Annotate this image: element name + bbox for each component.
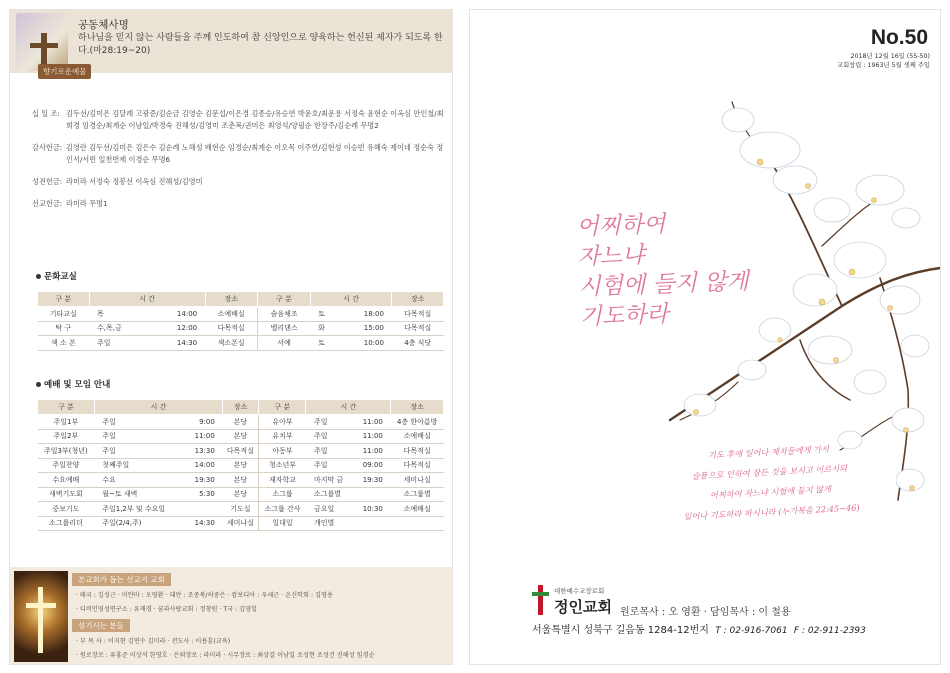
founding-date: 교회창립 : 1963년 5월 셋째 주일 xyxy=(837,62,930,69)
church-cross-logo xyxy=(532,585,549,615)
table-cell: 밸리댄스 xyxy=(258,321,311,336)
bulletin-inner-page xyxy=(9,9,453,665)
table-cell: 주일 xyxy=(306,429,354,444)
calligraphy-line: 시험에 들지 않게 xyxy=(578,268,750,301)
table-cell: 주일 xyxy=(306,415,354,430)
calligraphy-line: 기도하라 xyxy=(579,301,669,331)
table-header-row xyxy=(38,400,444,415)
table-cell: 주일1부 xyxy=(38,415,95,430)
table-cell: 주일3부(청년) xyxy=(38,444,95,459)
table-cell: 소그룹 xyxy=(259,487,306,502)
offering-row xyxy=(32,176,450,188)
calligraphy-title xyxy=(576,203,840,332)
table-cell: 목 xyxy=(89,307,151,322)
table-cell: 본당 xyxy=(223,415,259,430)
table-cell: 본당 xyxy=(223,487,259,502)
table-cell: 14:00 xyxy=(186,458,223,473)
table-cell: 14:30 xyxy=(186,516,223,531)
culture-class-table xyxy=(37,291,444,351)
column-header: 구 분 xyxy=(259,400,306,415)
issue-number: No.50 xyxy=(870,26,928,49)
table-cell: 제자학교 xyxy=(259,473,306,488)
table-cell: 일대일 xyxy=(259,516,306,531)
table-row xyxy=(38,458,444,473)
table-cell: 14:00 xyxy=(151,307,205,322)
mission-header xyxy=(10,10,453,76)
calligraphy-line: 어찌하여 xyxy=(576,211,666,241)
table-cell: 11:00 xyxy=(354,444,391,459)
table-cell: 10:00 xyxy=(338,336,392,351)
table-cell: 13:30 xyxy=(186,444,223,459)
table-row xyxy=(38,473,444,488)
missionary-line: · 디비인영성연구소 : 유재경 · 꿈과사랑교회 : 정창원 · T국 : 김영일 xyxy=(76,606,258,613)
table-row xyxy=(38,444,444,459)
column-header: 구 분 xyxy=(258,292,311,307)
offering-names: 라미라 무명1 xyxy=(66,199,108,208)
table-cell: 색소폰실 xyxy=(205,336,258,351)
table-row xyxy=(38,321,444,336)
table-cell: 4층 식당 xyxy=(392,336,444,351)
offering-names: 김두선/김미은 김달례 고광준/김순금 김영순 김문섭/이은경 김종승/유승연 박윤호/최운용 서정숙 윤현순 이옥심 안인철/최희경 임경순/최계순 이남일/박경숙 진해성/김영미 조춘복/권미은 최영석/양필순 한장주/김순례 무명2 xyxy=(66,109,444,130)
table-cell: 수,목,금 xyxy=(89,321,151,336)
table-cell: 15:00 xyxy=(338,321,392,336)
table-cell: 주일찬양 xyxy=(38,458,95,473)
table-row xyxy=(38,307,444,322)
column-header: 구 분 xyxy=(38,292,90,307)
culture-class-title: 문화교실 xyxy=(36,270,77,282)
column-header: 장소 xyxy=(392,292,444,307)
column-header: 장소 xyxy=(223,400,259,415)
table-cell: 유치부 xyxy=(259,429,306,444)
bullet-icon xyxy=(36,274,41,279)
table-cell: 수요 xyxy=(94,473,186,488)
table-row xyxy=(38,487,444,502)
table-cell: 다목적실 xyxy=(223,444,259,459)
table-cell xyxy=(391,516,444,531)
issue-date: 2018년 12월 16일 (55-50) xyxy=(850,53,930,60)
table-cell: 세미나실 xyxy=(391,473,444,488)
table-cell: 새벽기도회 xyxy=(38,487,95,502)
table-cell: 11:00 xyxy=(354,415,391,430)
missions-band xyxy=(10,567,453,665)
table-cell: 유아부 xyxy=(259,415,306,430)
table-cell xyxy=(186,502,223,517)
table-cell: 5:30 xyxy=(186,487,223,502)
offering-list xyxy=(32,108,450,220)
table-cell: 14:30 xyxy=(151,336,205,351)
bullet-icon xyxy=(36,382,41,387)
table-cell: 소그룹 간사 xyxy=(259,502,306,517)
table-cell: 기도실 xyxy=(223,502,259,517)
offering-label: 선교헌금: xyxy=(32,199,63,208)
table-cell: 소예배실 xyxy=(391,502,444,517)
table-cell: 화 xyxy=(310,321,338,336)
address-text: 서울특별시 성북구 길음동 1284-12번지 xyxy=(532,625,709,636)
phone-number: T : 02-916-7061 xyxy=(715,626,788,636)
column-header: 시 간 xyxy=(89,292,205,307)
table-cell: 마지막 금 xyxy=(306,473,354,488)
table-cell: 주일 xyxy=(94,429,186,444)
worship-title: 예배 및 모임 안내 xyxy=(36,378,110,390)
table-cell: 다목적실 xyxy=(392,321,444,336)
table-cell: 소예배실 xyxy=(391,429,444,444)
missionary-line: · 태국 : 김성근 · 미얀마 : 오영환 · 대만 : 조중북/허중은 · 캄보디아 : 우세근 · 온신학회 : 김영용 xyxy=(76,592,333,599)
fax-number: F : 02-911-2393 xyxy=(793,626,866,636)
table-cell: 주일 xyxy=(94,415,186,430)
offering-label: 십 일 조: xyxy=(32,109,60,118)
table-row xyxy=(38,516,444,531)
mission-title: 공동체사명 xyxy=(78,19,129,31)
table-cell: 19:30 xyxy=(354,473,391,488)
table-cell: 본당 xyxy=(223,458,259,473)
table-cell: 10:30 xyxy=(354,502,391,517)
cross-icon xyxy=(38,587,43,653)
table-cell: 주일 xyxy=(89,336,151,351)
table-cell xyxy=(354,487,391,502)
table-cell: 월~토 새벽 xyxy=(94,487,186,502)
table-cell: 19:30 xyxy=(186,473,223,488)
table-row xyxy=(38,502,444,517)
table-row xyxy=(38,336,444,351)
table-cell: 다목적실 xyxy=(205,321,258,336)
table-cell: 주일(2/4,주) xyxy=(94,516,186,531)
column-header: 시 간 xyxy=(310,292,392,307)
worship-schedule-table xyxy=(37,399,444,531)
column-header: 시 간 xyxy=(94,400,223,415)
servants-line: · 원로장로 : 유홍준 이상석 한영호 · 은퇴장로 : 라미라 · 시무장로 : 최상걸 이남일 조성현 조성건 진해성 임경순 xyxy=(76,652,375,659)
table-cell: 본당 xyxy=(223,429,259,444)
table-cell: 주일 xyxy=(94,444,186,459)
table-cell: 중보기도 xyxy=(38,502,95,517)
verse-line: 슬픔으로 인하여 잠든 것을 보시고 이르시되 xyxy=(691,462,848,482)
scripture-verse xyxy=(618,434,922,530)
church-address xyxy=(532,621,866,636)
offering-label: 감사헌금: xyxy=(32,143,63,152)
table-header-row xyxy=(38,292,444,307)
table-cell: 본당 xyxy=(223,473,259,488)
table-cell: 12:00 xyxy=(151,321,205,336)
table-cell: 소그룹별 xyxy=(391,487,444,502)
table-cell: 개인별 xyxy=(306,516,354,531)
table-cell: 4층 한아름방 xyxy=(391,415,444,430)
offering-row xyxy=(32,142,450,166)
verse-line: 기도 후에 일어나 제자들에게 가서 xyxy=(707,443,830,461)
verse-line: 일어나 기도하라 하시니라 (누가복음 22:45~46) xyxy=(683,502,860,522)
table-cell: 소그룹별 xyxy=(306,487,354,502)
offering-label: 성전헌금: xyxy=(32,177,63,186)
offering-names: 김영란 김두선/김미은 김은수 김순례 노해성 배현순 임경순/최계순 이오목 이주연/김현성 이승빈 유혜숙 제이네 정순숙 정인서/서빈 일천번제 이경순 무명6 xyxy=(66,143,444,164)
table-cell: 09:00 xyxy=(354,458,391,473)
table-cell: 숨음체조 xyxy=(258,307,311,322)
table-cell: 다목적실 xyxy=(391,458,444,473)
pastors-info: 원로목사 : 오 영환 · 담임목사 : 이 철용 xyxy=(620,607,791,618)
table-cell: 다목적실 xyxy=(391,444,444,459)
table-cell: 소예배실 xyxy=(205,307,258,322)
offering-names: 라미라 서정숙 정봉선 이옥심 진해성/김영미 xyxy=(66,177,203,186)
table-cell: 소그룹리더 xyxy=(38,516,95,531)
verse-line: 어찌하여 자느냐 시험에 들지 않게 xyxy=(709,483,832,501)
column-header: 시 간 xyxy=(306,400,391,415)
column-header: 구 분 xyxy=(38,400,95,415)
table-cell: 토 xyxy=(310,336,338,351)
table-cell: 주일 xyxy=(306,444,354,459)
glowing-cross-photo xyxy=(14,571,68,662)
candle-cross-photo xyxy=(16,13,68,71)
table-cell: 서예 xyxy=(258,336,311,351)
table-cell: 주일 xyxy=(306,458,354,473)
mission-text: 하나님을 믿지 않는 사람들을 주께 인도하여 참 신앙인으로 양육하는 헌신된 제자가 되도록 한다.(마28:19~20) xyxy=(78,33,443,56)
table-cell: 주일2부 xyxy=(38,429,95,444)
column-header: 장소 xyxy=(391,400,444,415)
church-name: 정인교회 xyxy=(554,598,612,616)
table-cell: 아동부 xyxy=(259,444,306,459)
bulletin-cover-page xyxy=(469,9,941,665)
table-row xyxy=(38,429,444,444)
table-cell: 토 xyxy=(310,307,338,322)
servants-line: · 부 목 사 : 이지현 김연수 김미라 · 전도사 : 이용훈(교육) xyxy=(76,638,231,645)
servants-heading: 섬기시는 분들 xyxy=(72,619,130,632)
table-cell: 주일1,2부 및 수요일 xyxy=(94,502,186,517)
offering-row xyxy=(32,198,450,210)
table-cell: 수요예배 xyxy=(38,473,95,488)
column-header: 장소 xyxy=(205,292,258,307)
offering-tab: 향기로운예물 xyxy=(38,64,91,79)
denomination: 대한예수교장로회 xyxy=(554,587,605,595)
table-cell: 기타교실 xyxy=(38,307,90,322)
table-cell: 탁 구 xyxy=(38,321,90,336)
table-cell: 18:00 xyxy=(338,307,392,322)
table-cell: 청소년부 xyxy=(259,458,306,473)
table-cell: 금요일 xyxy=(306,502,354,517)
table-cell: 다목적실 xyxy=(392,307,444,322)
table-cell: 11:00 xyxy=(354,429,391,444)
table-cell: 9:00 xyxy=(186,415,223,430)
table-row xyxy=(38,415,444,430)
offering-row xyxy=(32,108,450,132)
table-cell: 세미나실 xyxy=(223,516,259,531)
calligraphy-line: 자느냐 xyxy=(577,242,645,271)
table-cell xyxy=(354,516,391,531)
table-cell: 첫째주일 xyxy=(94,458,186,473)
table-cell: 11:00 xyxy=(186,429,223,444)
missionary-heading: 본교회가 돕는 선교지 교회 xyxy=(72,573,171,586)
table-cell: 색 소 폰 xyxy=(38,336,90,351)
